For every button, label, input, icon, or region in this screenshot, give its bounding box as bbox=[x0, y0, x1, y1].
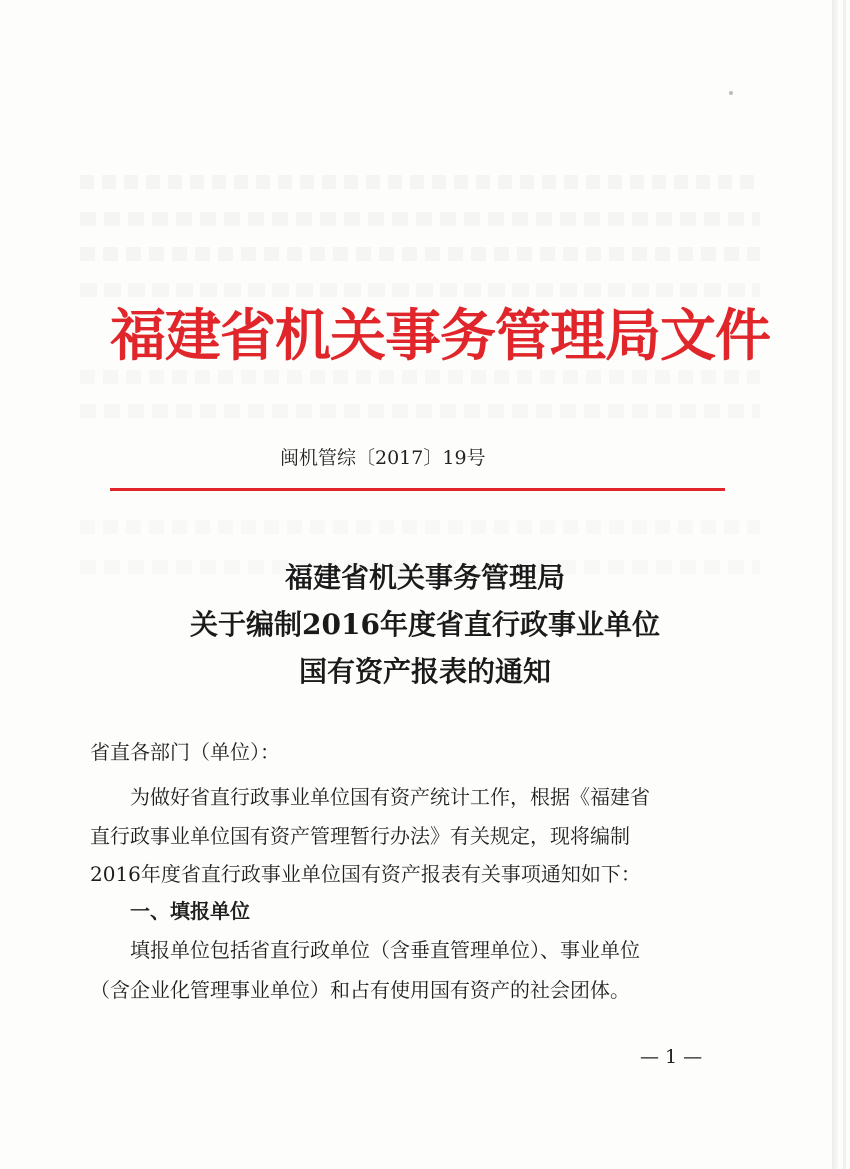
bleed-through-texture bbox=[80, 247, 760, 261]
bleed-through-texture bbox=[80, 370, 760, 384]
notice-title-line-3: 国有资产报表的通知 bbox=[298, 655, 551, 688]
scan-speck bbox=[729, 91, 733, 95]
section-1-line-2: （含企业化管理事业单位）和占有使用国有资产的社会团体。 bbox=[90, 978, 630, 1002]
bleed-through-texture bbox=[80, 520, 760, 534]
scan-edge-line bbox=[843, 0, 846, 1169]
section-1-heading: 一、填报单位 bbox=[130, 899, 250, 923]
issuer-header-title: 福建省机关事务管理局文件 bbox=[110, 303, 770, 369]
bleed-through-texture bbox=[80, 175, 760, 189]
bleed-through-texture bbox=[80, 404, 760, 418]
paragraph-1-line-1: 为做好省直行政事业单位国有资产统计工作，根据《福建省 bbox=[130, 785, 650, 809]
notice-title-line-1: 福建省机关事务管理局 bbox=[284, 561, 565, 594]
paragraph-1-line-2: 直行政事业单位国有资产管理暂行办法》有关规定，现将编制 bbox=[90, 824, 630, 848]
section-1-line-1: 填报单位包括省直行政单位（含垂直管理单位）、事业单位 bbox=[130, 938, 640, 962]
bleed-through-texture bbox=[80, 212, 760, 226]
red-separator-line bbox=[110, 488, 725, 491]
addressee: 省直各部门（单位）： bbox=[90, 740, 280, 764]
page-number: — 1 — bbox=[640, 1046, 703, 1068]
scan-edge-shadow bbox=[832, 0, 838, 1169]
notice-title-line-2: 关于编制2016年度省直行政事业单位 bbox=[190, 608, 660, 641]
paragraph-1-line-3: 2016年度省直行政事业单位国有资产报表有关事项通知如下： bbox=[90, 862, 641, 886]
document-number: 闽机管综〔2017〕19号 bbox=[280, 447, 486, 469]
